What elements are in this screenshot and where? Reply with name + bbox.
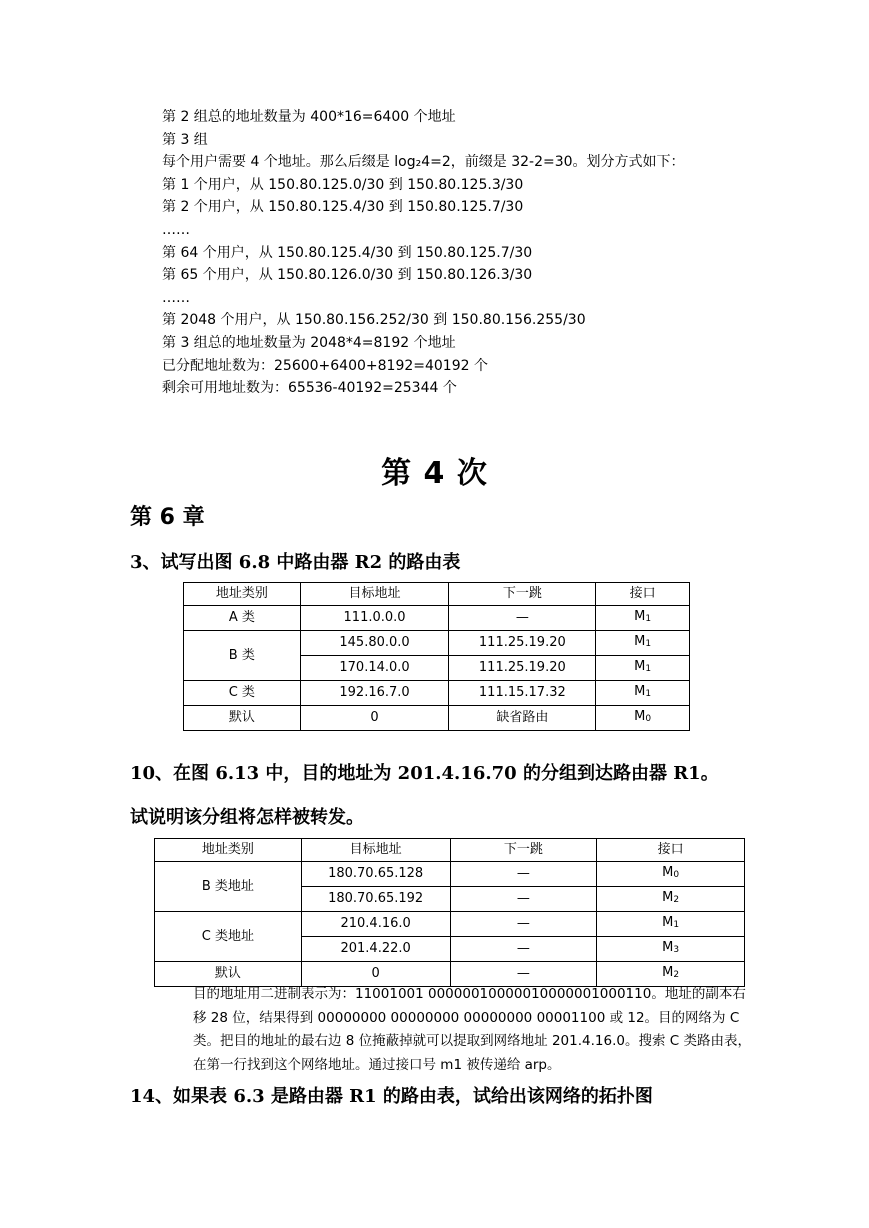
intro-text xyxy=(162,106,802,400)
dest-cell: 0 xyxy=(301,962,450,987)
text-line: 第 65 个用户，从 150.80.126.0/30 到 150.80.126.3/30 xyxy=(162,267,533,284)
answer-explanation: 目的地址用二进制表示为：11001001 00000010000010000001000110。地址的副本右移 28 位，结果得到 00000000 00000000 00000000 00001100 或 12。目的网络为 C 类。把目的地址的最右边 8 位掩蔽掉就可以提取到网络地址 201.4.16.0。搜索 C 类路由表，在第一行找到这个网络地址。通过接口号 m1 被传递给 arp。 xyxy=(193,986,751,1073)
class-cell: A 类 xyxy=(184,606,301,631)
question-10-title-line1: 10、在图 6.13 中，目的地址为 201.4.16.70 的分组到达路由器 R1。 xyxy=(130,763,719,784)
dest-cell: 145.80.0.0 xyxy=(300,631,449,656)
question-14-title: 14、如果表 6.3 是路由器 R1 的路由表，试给出该网络的拓扑图 xyxy=(130,1086,653,1107)
text-line: 第 2 组总的地址数量为 400*16=6400 个地址 xyxy=(162,109,456,125)
header-cell: 接口 xyxy=(596,583,690,606)
table-header-row xyxy=(184,583,690,606)
iface-cell: M0 xyxy=(596,706,690,731)
hop-cell: — xyxy=(450,887,597,912)
dest-cell: 192.16.7.0 xyxy=(300,681,449,706)
table-row xyxy=(184,606,690,631)
iface-cell: M1 xyxy=(596,656,690,681)
iface-cell: M1 xyxy=(596,681,690,706)
class-cell: C 类 xyxy=(184,681,301,706)
table-row xyxy=(184,681,690,706)
hop-cell: 111.25.19.20 xyxy=(449,656,596,681)
routing-table-r1 xyxy=(154,838,745,987)
hop-cell: 缺省路由 xyxy=(449,706,596,731)
text-line: 第 3 组总的地址数量为 2048*4=8192 个地址 xyxy=(162,334,456,351)
text-line: 第 2 个用户，从 150.80.125.4/30 到 150.80.125.7/30 xyxy=(162,199,524,216)
dest-cell: 170.14.0.0 xyxy=(300,656,449,681)
dest-cell: 0 xyxy=(300,706,449,731)
hop-cell: — xyxy=(450,862,597,887)
dest-cell: 210.4.16.0 xyxy=(301,912,450,937)
header-cell: 接口 xyxy=(597,839,745,862)
class-cell: 默认 xyxy=(184,706,301,731)
hop-cell: — xyxy=(449,606,596,631)
iface-cell: M0 xyxy=(597,862,745,887)
class-cell: B 类地址 xyxy=(155,862,302,912)
question-3-title: 3、试写出图 6.8 中路由器 R2 的路由表 xyxy=(130,552,461,573)
text-line: 剩余可用地址数为：65536-40192=25344 个 xyxy=(162,380,457,397)
iface-cell: M2 xyxy=(597,887,745,912)
lesson-title: 第 4 次 xyxy=(381,456,488,491)
text-line: 每个用户需要 4 个地址。那么后缀是 log₂4=2，前缀是 32-2=30。划分方式如下： xyxy=(162,154,685,171)
question-10-title-line2: 试说明该分组将怎样被转发。 xyxy=(130,807,364,828)
header-cell: 地址类别 xyxy=(184,583,301,606)
hop-cell: — xyxy=(450,937,597,962)
dest-cell: 111.0.0.0 xyxy=(300,606,449,631)
hop-cell: 111.25.19.20 xyxy=(449,631,596,656)
hop-cell: — xyxy=(450,912,597,937)
text-line: …… xyxy=(162,289,190,306)
iface-cell: M1 xyxy=(596,631,690,656)
table-row xyxy=(155,912,745,937)
header-cell: 目标地址 xyxy=(301,839,450,862)
dest-cell: 180.70.65.192 xyxy=(301,887,450,912)
header-cell: 下一跳 xyxy=(450,839,597,862)
text-line: 第 2048 个用户，从 150.80.156.252/30 到 150.80.156.255/30 xyxy=(162,312,586,329)
header-cell: 下一跳 xyxy=(449,583,596,606)
text-line: 已分配地址数为：25600+6400+8192=40192 个 xyxy=(162,357,488,374)
text-line: 第 3 组 xyxy=(162,131,208,148)
text-line: 第 1 个用户，从 150.80.125.0/30 到 150.80.125.3/30 xyxy=(162,176,524,193)
routing-table-r2 xyxy=(183,582,690,731)
dest-cell: 180.70.65.128 xyxy=(301,862,450,887)
dest-cell: 201.4.22.0 xyxy=(301,937,450,962)
class-cell: C 类地址 xyxy=(155,912,302,962)
class-cell: B 类 xyxy=(184,631,301,681)
header-cell: 地址类别 xyxy=(155,839,302,862)
header-cell: 目标地址 xyxy=(300,583,449,606)
iface-cell: M1 xyxy=(596,606,690,631)
table-header-row xyxy=(155,839,745,862)
hop-cell: 111.15.17.32 xyxy=(449,681,596,706)
iface-cell: M3 xyxy=(597,937,745,962)
text-line: …… xyxy=(162,221,190,238)
table-row xyxy=(184,706,690,731)
hop-cell: — xyxy=(450,962,597,987)
iface-cell: M2 xyxy=(597,962,745,987)
iface-cell: M1 xyxy=(597,912,745,937)
class-cell: 默认 xyxy=(155,962,302,987)
table-row xyxy=(155,862,745,887)
chapter-heading: 第 6 章 xyxy=(130,505,205,530)
table-row xyxy=(184,631,690,656)
text-line: 第 64 个用户，从 150.80.125.4/30 到 150.80.125.7/30 xyxy=(162,244,533,261)
